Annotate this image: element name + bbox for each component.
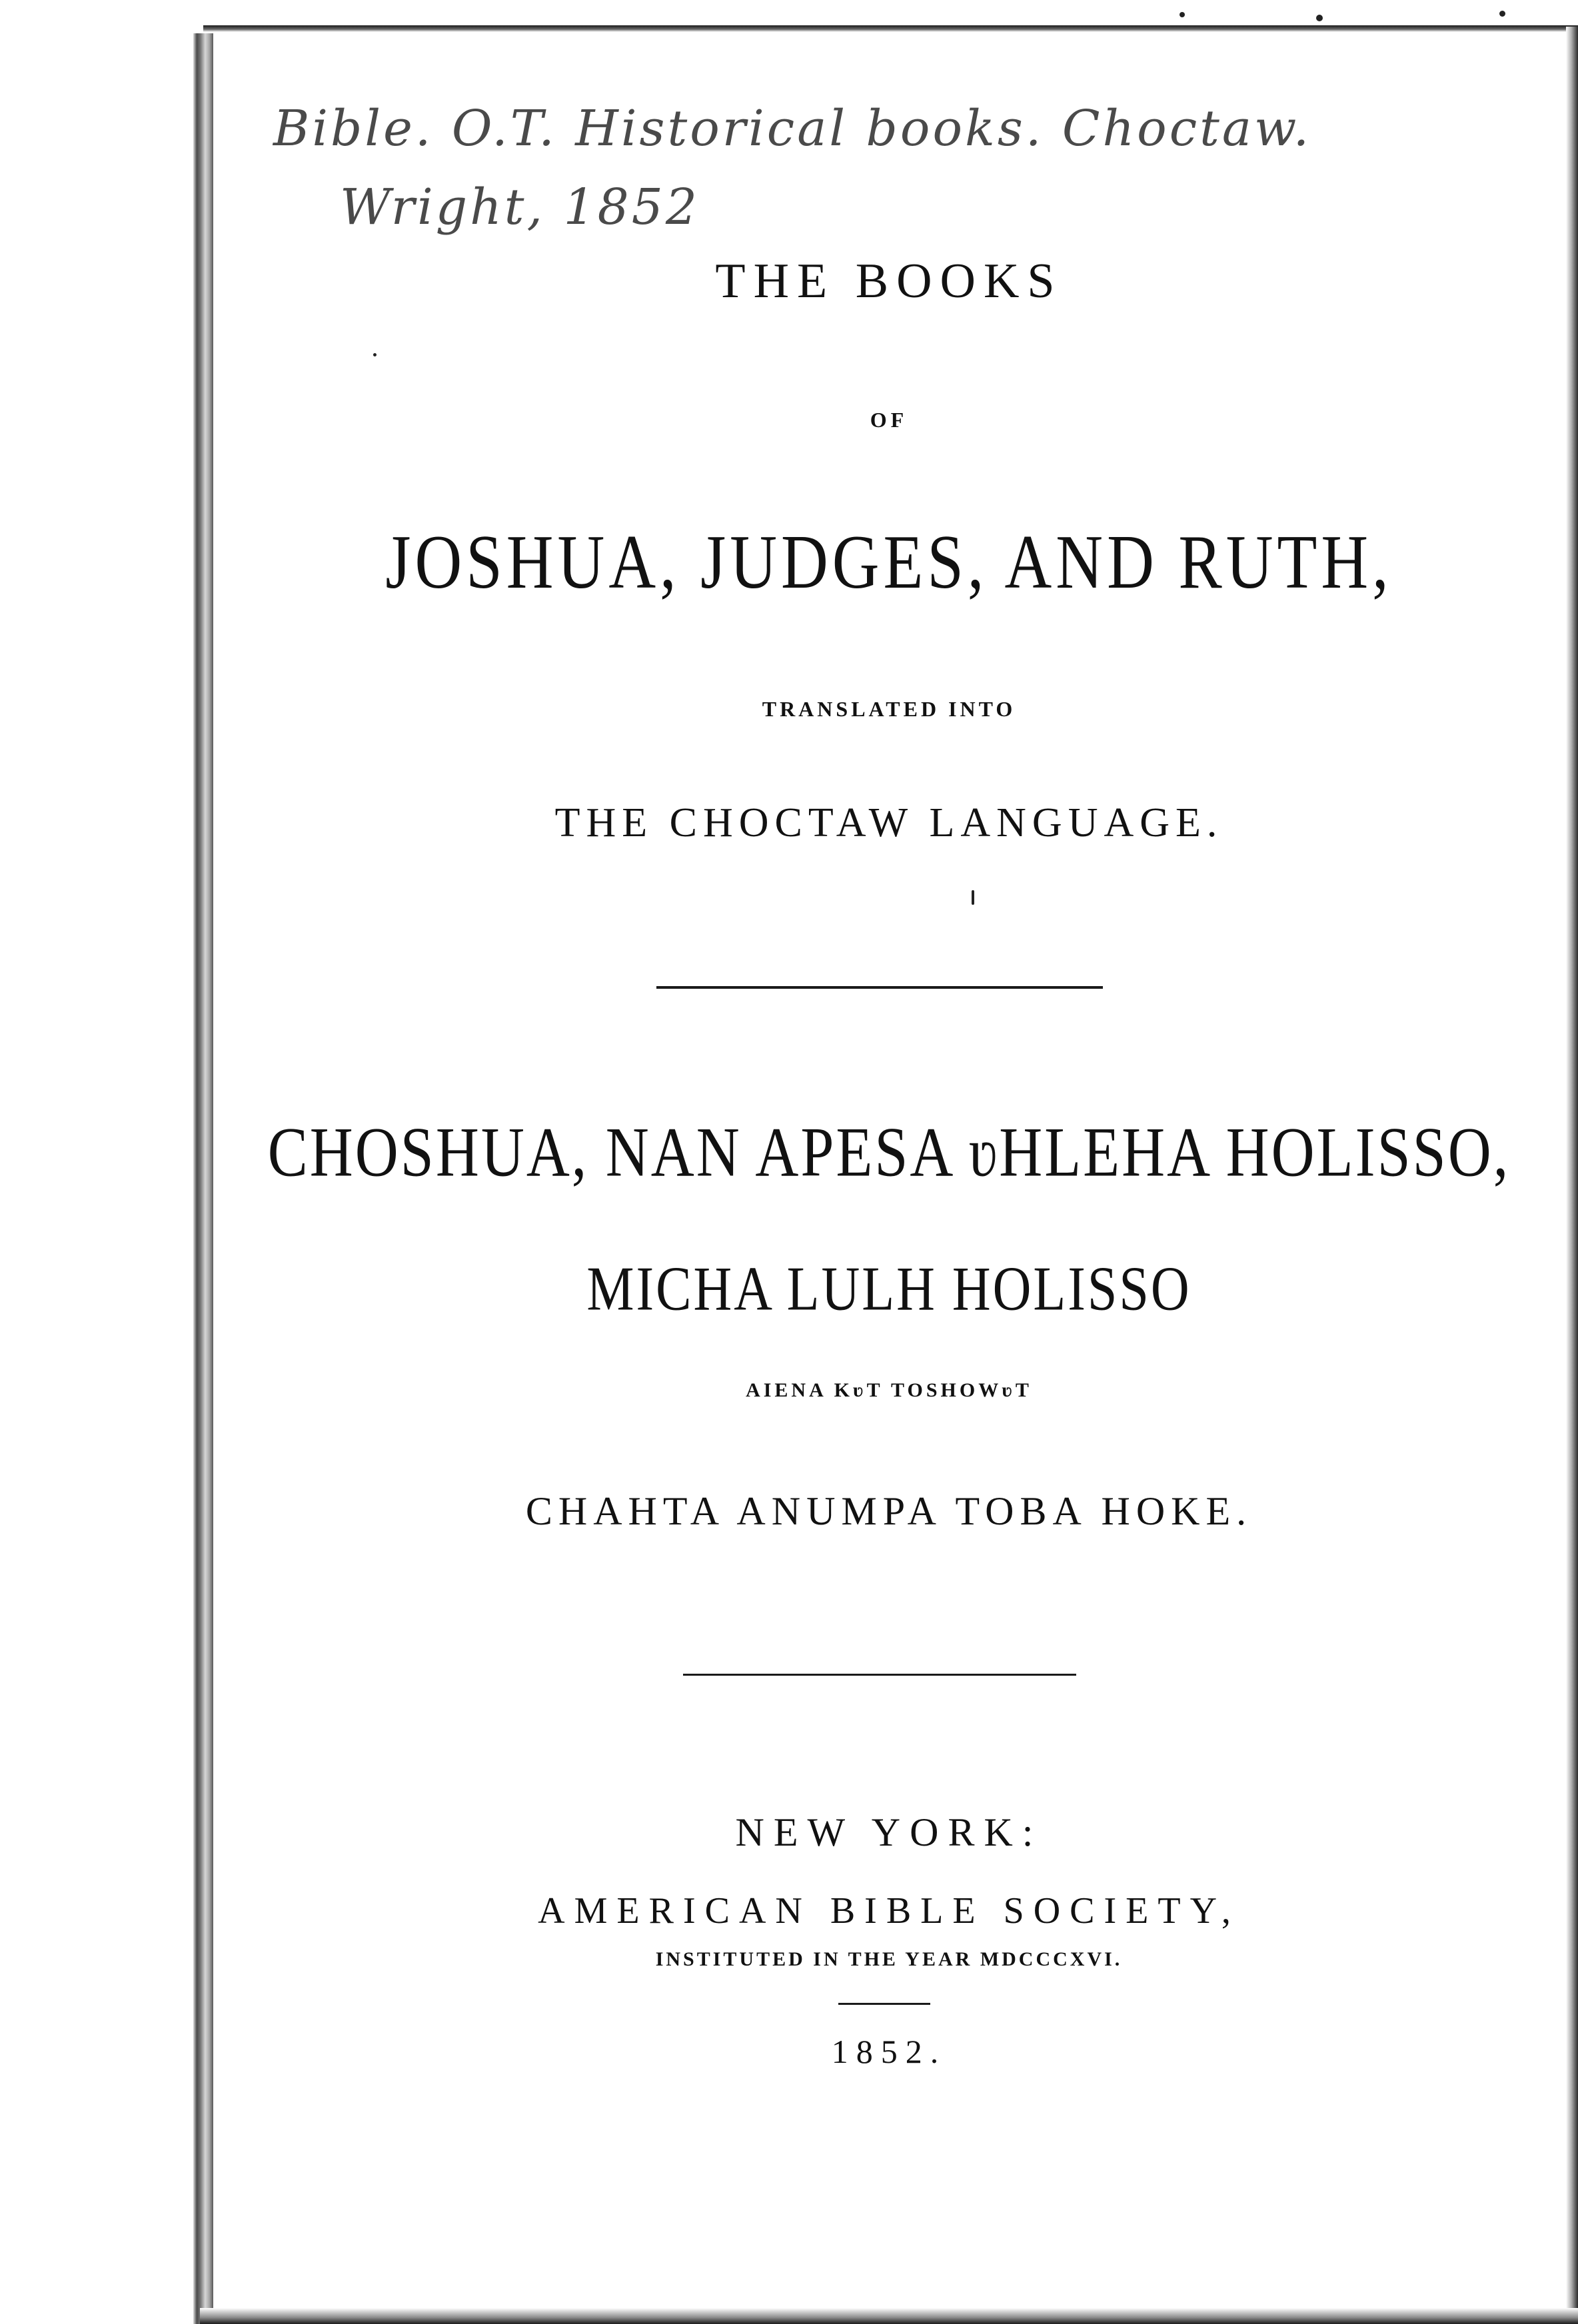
title-the-books: THE BOOKS — [715, 254, 1063, 308]
title-of: OF — [870, 408, 908, 432]
left-margin — [0, 0, 200, 2324]
choctaw-translated-line: AIENA KʋT TOSHOWʋT — [746, 1379, 1032, 1401]
handwritten-catalog-note-line1: Bible. O.T. Historical books. Choctaw. — [273, 100, 1312, 157]
dust-speck — [1316, 15, 1323, 21]
imprint-instituted: INSTITUTED IN THE YEAR MDCCCXVI. — [655, 1948, 1123, 1970]
page-top-edge — [203, 25, 1578, 32]
short-divider-rule — [838, 2003, 930, 2005]
main-title: JOSHUA, JUDGES, AND RUTH, — [385, 520, 1393, 605]
handwritten-catalog-note-line2: Wright, 1852 — [340, 179, 700, 236]
choctaw-title: CHOSHUA, NAN APESA ʋHLEHA HOLISSO, — [267, 1113, 1511, 1191]
divider-rule — [656, 986, 1103, 989]
dust-speck — [1499, 11, 1505, 17]
imprint-place: NEW YORK: — [735, 1810, 1043, 1854]
dust-speck — [373, 353, 377, 356]
choctaw-title-second-line: MICHA LULH HOLISSO — [586, 1254, 1191, 1324]
imprint-publisher: AMERICAN BIBLE SOCIETY, — [538, 1890, 1240, 1932]
dust-speck — [972, 890, 974, 905]
translated-into: TRANSLATED INTO — [762, 697, 1016, 721]
dust-speck — [1180, 12, 1185, 17]
imprint-year: 1852. — [831, 2033, 947, 2070]
divider-rule — [683, 1674, 1076, 1676]
page-bottom-edge — [200, 2308, 1578, 2324]
choctaw-language-line: CHAHTA ANUMPA TOBA HOKE. — [525, 1489, 1253, 1533]
language-line: THE CHOCTAW LANGUAGE. — [554, 800, 1223, 846]
